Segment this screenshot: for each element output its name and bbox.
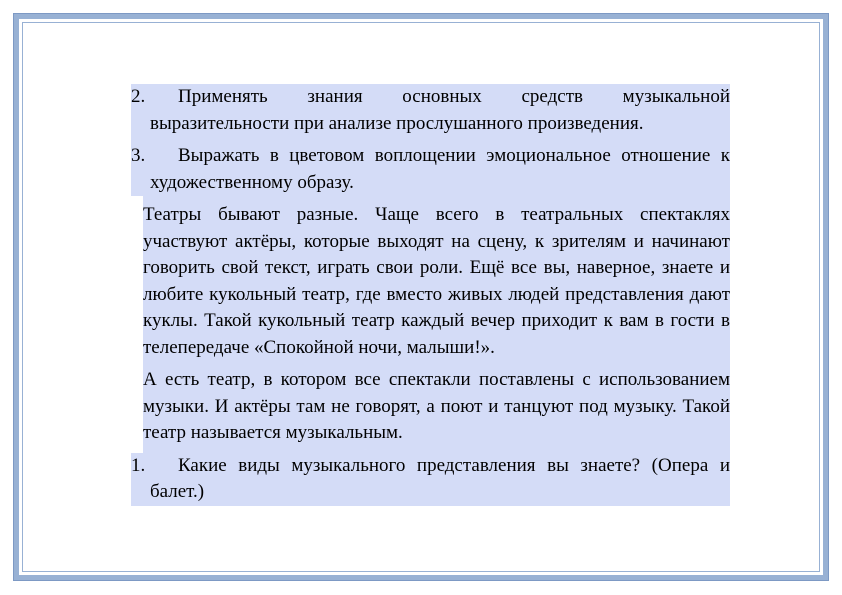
list-item-text: Применять знания основных средств музыкальной выразительности при анализе прослушанного произведения. — [150, 86, 730, 134]
paragraph-theatres: Театры бывают разные. Чаще всего в театральных спектаклях участвуют актёры, которые выходят на сцену, к зрителям и начинают говорить свой текст, играть свои роли. Ещё все вы, наверное, знаете и любите кукольный театр, где вместо живых людей представления дают куклы. Такой кукольный театр каждый вечер приходит к вам в гости в телепередаче «Спокойной ночи, малыши!». — [143, 202, 730, 361]
question-text: Какие виды музыкального представления вы знаете? (Опера и балет.) — [150, 454, 730, 502]
question-number: 1. — [131, 454, 146, 476]
list-item-text: Выражать в цветовом воплощении эмоциональное отношение к художественному образу. — [150, 145, 730, 193]
paragraph-musical-theatre: А есть театр, в котором все спектакли поставлены с использованием музыки. И актёры там не говорят, а поют и танцуют под музыку. Такой театр называется музыкальным. — [143, 367, 730, 447]
list-item — [131, 143, 730, 196]
question-item — [131, 453, 730, 506]
list-item-number: 3. — [131, 145, 146, 166]
slide-content — [131, 84, 730, 506]
list-item — [131, 84, 730, 137]
list-item-number: 2. — [131, 86, 146, 107]
